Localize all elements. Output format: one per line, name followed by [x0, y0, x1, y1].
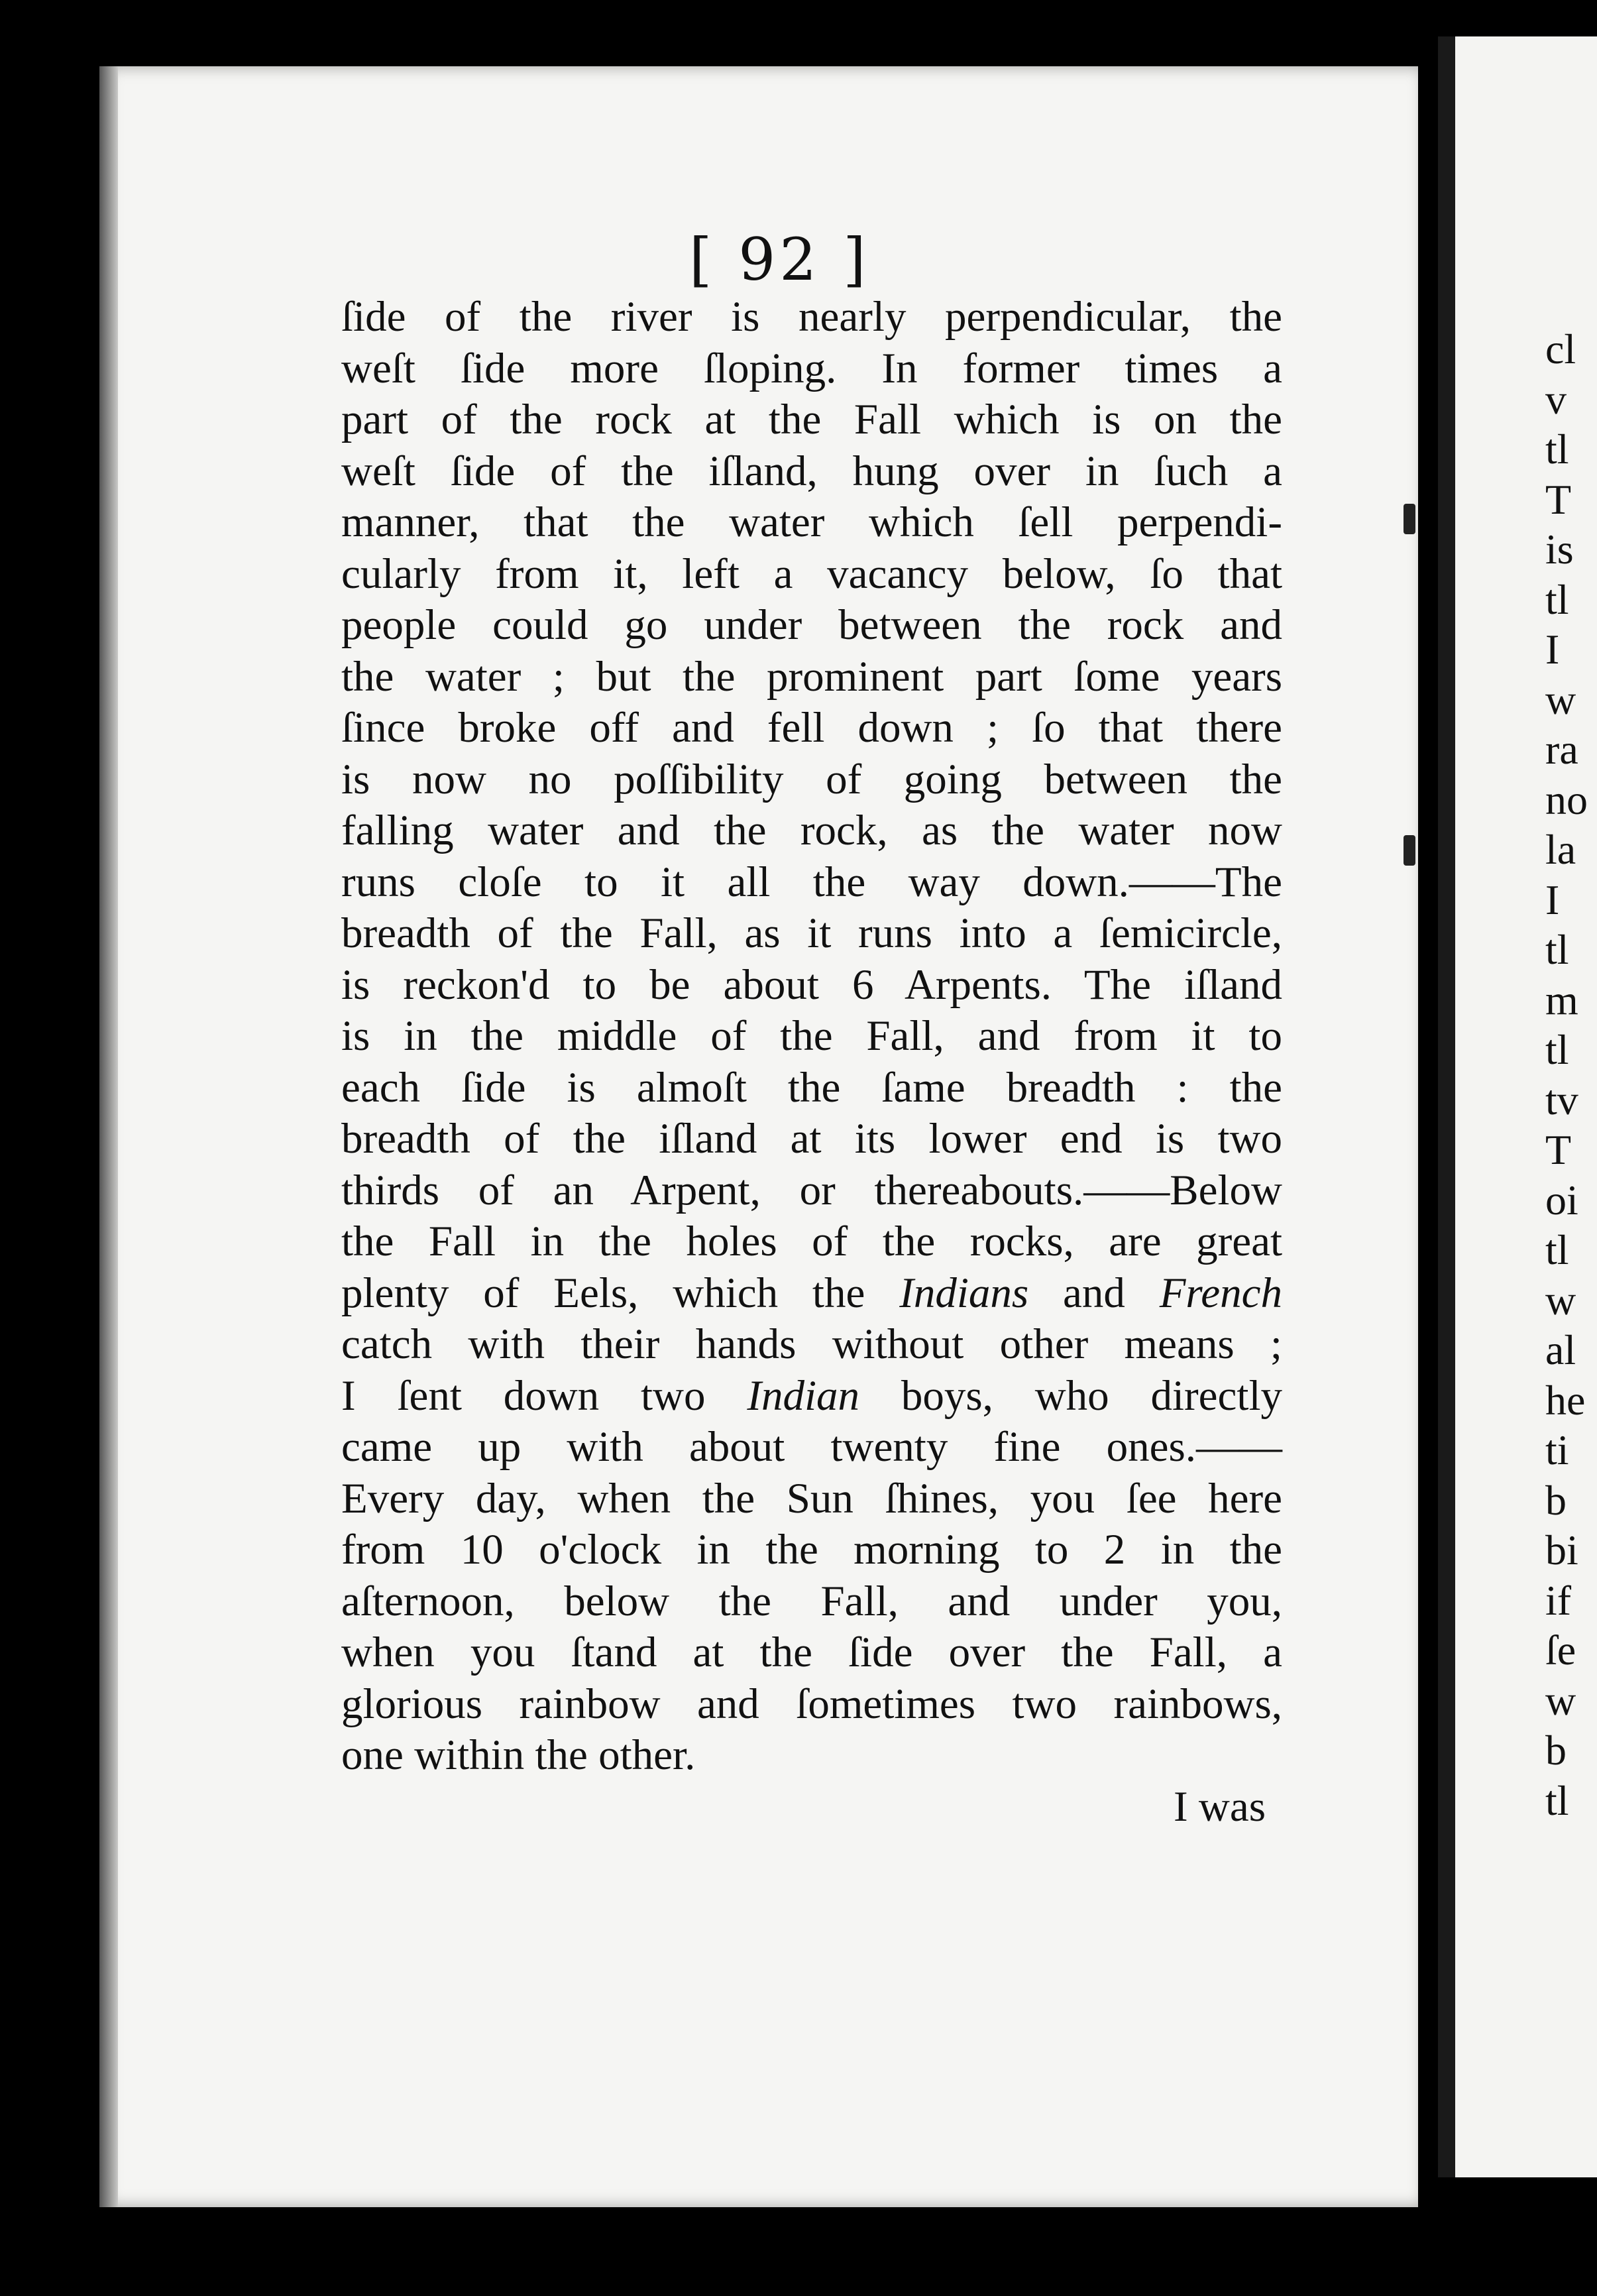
text-line: falling water and the rock, as the water now: [341, 807, 1282, 854]
text-line: aſternoon, below the Fall, and under you,: [341, 1577, 1282, 1625]
text-line: each ſide is almoſt the ſame breadth : the: [341, 1063, 1282, 1112]
facing-page-fragment: tl: [1545, 426, 1569, 473]
text-line: Every day, when the Sun ſhines, you ſee here: [341, 1474, 1282, 1522]
facing-page-fragment: tl: [1545, 926, 1569, 973]
text-line: is now no poſſibility of going between the: [341, 755, 1282, 803]
facing-page-fragment: tl: [1545, 1026, 1569, 1073]
facing-page-fragment: w: [1545, 675, 1576, 723]
facing-page-fragment: tl: [1545, 1776, 1569, 1824]
text-line: came up with about twenty fine ones.——: [341, 1423, 1282, 1471]
page-number: [ 92 ]: [689, 225, 870, 294]
text-line: breadth of the iſland at its lower end is two: [341, 1115, 1282, 1163]
body-text: [341, 292, 1282, 1833]
text-line: thirds of an Arpent, or thereabouts.——Below: [341, 1166, 1282, 1214]
text-line: from 10 o'clock in the morning to 2 in the: [341, 1526, 1282, 1574]
text-line: weſt ſide of the iſland, hung over in ſuch a: [341, 447, 1282, 495]
facing-page-fragment: ſe: [1545, 1627, 1576, 1674]
text-line: runs cloſe to it all the way down.——The: [341, 858, 1282, 906]
facing-page-fragment: ra: [1545, 726, 1578, 773]
text-line: is in the middle of the Fall, and from it to: [341, 1012, 1282, 1060]
facing-page-fragment: b: [1545, 1727, 1567, 1774]
spine-mark: [1404, 504, 1415, 534]
text-line: plenty of Eels, which the Indians and French: [341, 1269, 1282, 1317]
facing-page-fragment: la: [1545, 826, 1576, 873]
spine-mark: [1404, 835, 1415, 866]
text-line: glorious rainbow and ſometimes two rainbows,: [341, 1680, 1282, 1728]
text-line: manner, that the water which ſell perpendi-: [341, 498, 1282, 546]
facing-page-fragment: I: [1545, 876, 1560, 923]
facing-page-fragment: oi: [1545, 1176, 1578, 1224]
text-line: weſt ſide more ſloping. In former times a: [341, 344, 1282, 392]
facing-page-fragment: bi: [1545, 1526, 1578, 1574]
facing-page-fragment: al: [1545, 1326, 1576, 1373]
text-line: the Fall in the holes of the rocks, are great: [341, 1218, 1282, 1265]
text-line: ſince broke off and fell down ; ſo that there: [341, 704, 1282, 752]
text-line: people could go under between the rock and: [341, 601, 1282, 649]
facing-page-fragment: ti: [1545, 1426, 1569, 1473]
text-line: cularly from it, left a vacancy below, ſo that: [341, 549, 1282, 598]
text-line: I ſent down two Indian boys, who directly: [341, 1371, 1283, 1420]
catchword: I was: [1174, 1782, 1266, 1831]
facing-page-fragment: is: [1545, 526, 1574, 573]
facing-page-fragment: tl: [1545, 575, 1569, 623]
facing-page-fragment: v: [1545, 375, 1567, 423]
facing-page-fragment: w: [1545, 1276, 1576, 1324]
text-line: catch with their hands without other means ;: [341, 1320, 1282, 1368]
facing-page-fragment: tl: [1545, 1226, 1569, 1273]
facing-page-fragment: b: [1545, 1476, 1567, 1524]
text-line: when you ſtand at the ſide over the Fall, a: [341, 1629, 1282, 1676]
facing-page-fragment: I: [1545, 626, 1560, 673]
text-line: one within the other.: [341, 1731, 696, 1779]
facing-page-fragment: no: [1545, 775, 1588, 823]
facing-page-fragment: tv: [1545, 1076, 1578, 1123]
text-line: the water ; but the prominent part ſome years: [341, 652, 1282, 701]
text-line: is reckon'd to be about 6 Arpents. The iſland: [341, 960, 1282, 1009]
text-line: ſide of the river is nearly perpendicular, the: [341, 293, 1282, 341]
facing-page-fragment: if: [1545, 1576, 1572, 1624]
facing-page-fragment: cl: [1545, 325, 1576, 373]
text-line: part of the rock at the Fall which is on the: [341, 396, 1282, 443]
facing-page-fragment: T: [1545, 475, 1572, 523]
facing-page-fragment: w: [1545, 1676, 1576, 1724]
facing-page-fragment: m: [1545, 976, 1578, 1023]
facing-page-fragment: he: [1545, 1376, 1586, 1424]
text-line: breadth of the Fall, as it runs into a ſemicircle,: [341, 909, 1282, 957]
facing-page-fragment: T: [1545, 1126, 1572, 1173]
